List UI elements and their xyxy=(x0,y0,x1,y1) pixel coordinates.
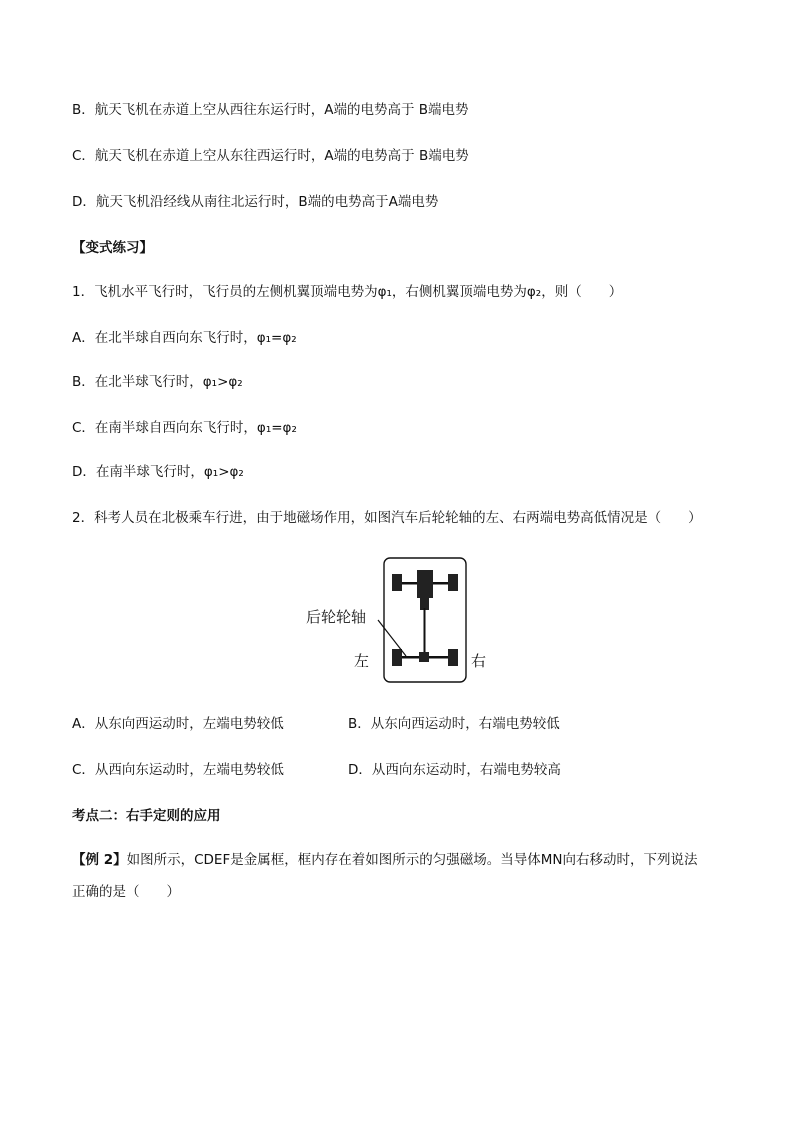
drive-shaft xyxy=(424,608,426,657)
engine-stem xyxy=(420,596,429,610)
question-1: 1．飞机水平飞行时，飞行员的左侧机翼顶端电势为φ₁，右侧机翼顶端电势为φ₂，则（ ） xyxy=(72,284,623,300)
car-axle-diagram xyxy=(296,556,506,686)
option-b-prev: B．航天飞机在赤道上空从西往东运行时，A端的电势高于 B端电势 xyxy=(72,102,469,118)
front-right-wheel xyxy=(448,574,458,591)
rear-right-wheel xyxy=(448,649,458,666)
section-kaodian-2: 考点二：右手定则的应用 xyxy=(72,808,221,824)
question-2-option-a: A．从东向西运动时，左端电势较低 xyxy=(72,716,284,732)
left-label: 左 xyxy=(354,652,370,670)
example-2-line-1 xyxy=(72,850,697,870)
front-left-wheel xyxy=(392,574,402,591)
question-1-option-c: C．在南半球自西向东飞行时，φ₁=φ₂ xyxy=(72,420,297,436)
question-2-option-d: D．从西向东运动时，右端电势较高 xyxy=(348,762,561,778)
question-2: 2．科考人员在北极乘车行进，由于地磁场作用，如图汽车后轮轮轴的左、右两端电势高低情况是（ ） xyxy=(72,510,702,526)
question-2-option-c: C．从西向东运动时，左端电势较低 xyxy=(72,762,284,778)
question-1-option-b: B．在北半球飞行时，φ₁>φ₂ xyxy=(72,374,243,390)
differential xyxy=(419,652,429,662)
example-2-tag: 【例 2】 xyxy=(72,852,127,868)
example-2-line-2: 正确的是（ ） xyxy=(72,884,180,900)
option-d-prev: D．航天飞机沿经线从南往北运行时，B端的电势高于A端电势 xyxy=(72,194,439,210)
option-c-prev: C．航天飞机在赤道上空从东往西运行时，A端的电势高于 B端电势 xyxy=(72,148,469,164)
engine-block xyxy=(417,570,433,598)
axle-label: 后轮轮轴 xyxy=(306,608,367,626)
question-1-option-a: A．在北半球自西向东飞行时，φ₁=φ₂ xyxy=(72,330,297,346)
question-2-option-b: B．从东向西运动时，右端电势较低 xyxy=(348,716,560,732)
right-label: 右 xyxy=(471,652,487,670)
question-1-option-d: D．在南半球飞行时，φ₁>φ₂ xyxy=(72,464,244,480)
rear-left-wheel xyxy=(392,649,402,666)
section-title: 【变式练习】 xyxy=(72,240,153,256)
example-2-text: 如图所示，CDEF是金属框，框内存在着如图所示的匀强磁场。当导体MN向右移动时，下列说法 xyxy=(126,852,698,868)
